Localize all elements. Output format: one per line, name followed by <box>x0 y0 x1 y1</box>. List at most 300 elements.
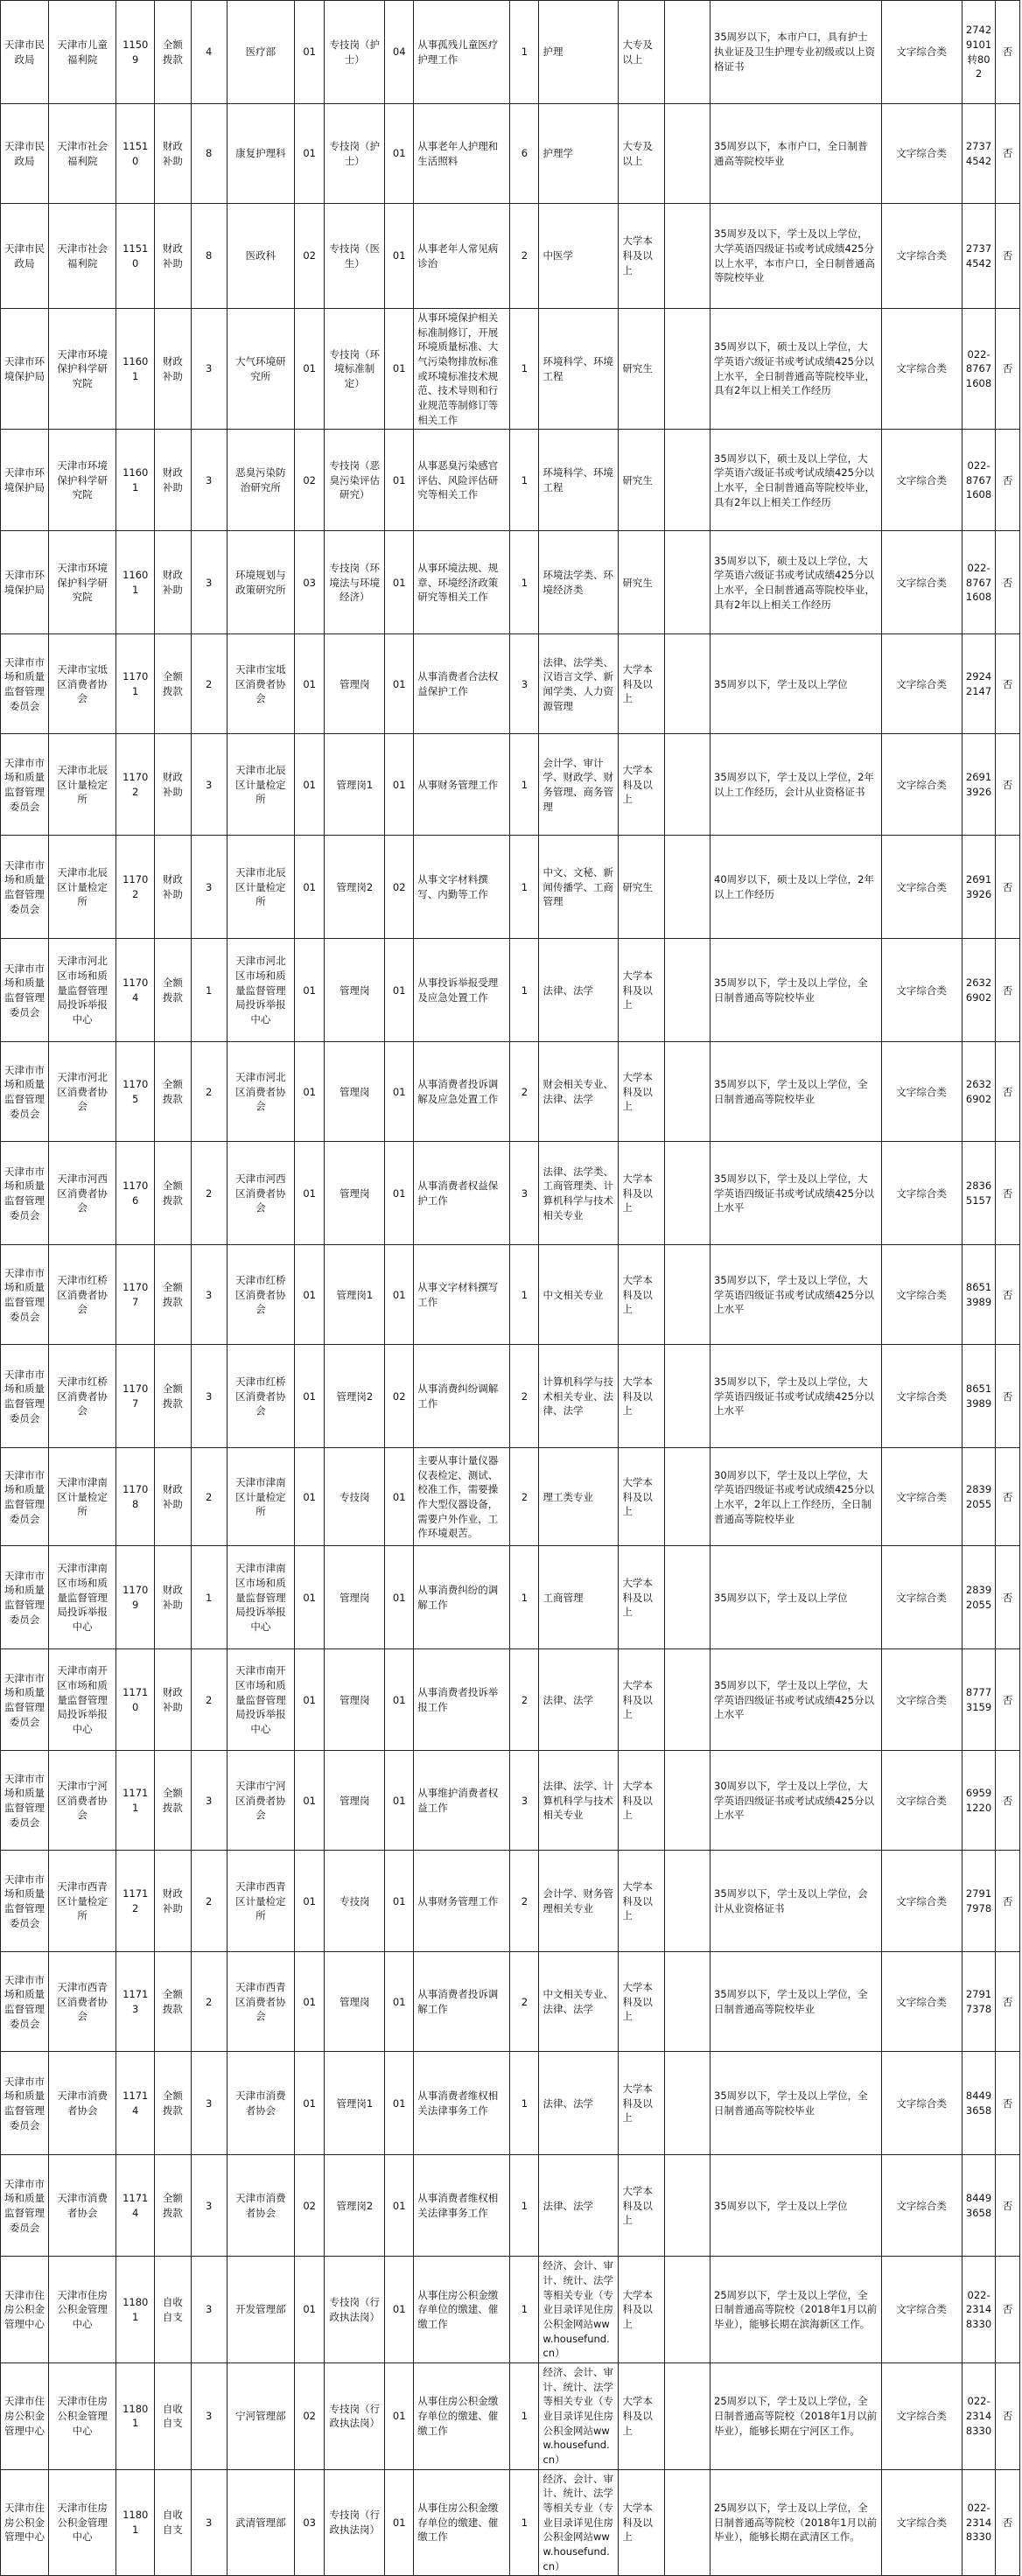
cell-job-duties: 从事文字材料撰写、内勤等工作 <box>414 836 510 939</box>
cell-unit-code: 11801 <box>116 2363 155 2470</box>
cell-exam-type: 文字综合类 <box>881 1448 962 1546</box>
cell-funding-type: 财政补助 <box>155 1546 191 1649</box>
cell-education: 研究生 <box>619 309 664 430</box>
cell-post-name: 专技岗（环境法与环境经济） <box>325 531 385 634</box>
cell-unit-headcount: 3 <box>191 1245 227 1345</box>
cell-unit-name: 天津市宁河区消费者协会 <box>49 1751 116 1851</box>
cell-unit-headcount: 3 <box>191 430 227 531</box>
cell-major: 中文、文秘、新闻传播学、工商管理 <box>539 836 619 939</box>
cell-requirements: 30周岁以下，学士及以上学位，大学英语四级证书或考试成绩425分以上水平，2年以上工作经历，全日制普通高等院校毕业 <box>710 1448 882 1546</box>
cell-post-name: 管理岗2 <box>325 1345 385 1448</box>
cell-exam-type: 文字综合类 <box>881 2469 962 2576</box>
cell-unit-code: 11707 <box>116 1345 155 1448</box>
cell-exam-type: 文字综合类 <box>881 836 962 939</box>
cell-post-name: 管理岗 <box>325 1649 385 1751</box>
cell-contact-phone: 84493658 <box>962 2052 996 2155</box>
cell-department: 天津市住房公积金管理中心 <box>1 2469 49 2576</box>
cell-education: 大学本科及以上 <box>619 2363 664 2470</box>
cell-degree <box>664 309 710 430</box>
cell-funding-type: 全额拨款 <box>155 1345 191 1448</box>
table-row <box>1 939 1020 1042</box>
cell-division: 天津市津南区市场和质量监督管理局投诉举报中心 <box>227 1546 294 1649</box>
cell-degree <box>664 1952 710 2052</box>
cell-post-name: 专技岗（护士） <box>325 1 385 104</box>
cell-unit-name: 天津市宝坻区消费者协会 <box>49 634 116 734</box>
cell-openings: 6 <box>510 104 539 204</box>
cell-major: 法律、法学类、汉语言文学、新闻学类、人力资源管理 <box>539 634 619 734</box>
cell-department: 天津市民政局 <box>1 204 49 309</box>
cell-unit-name: 天津市河北区消费者协会 <box>49 1042 116 1142</box>
cell-openings: 2 <box>510 1952 539 2052</box>
cell-post-name: 专技岗（环境标准制定） <box>325 309 385 430</box>
cell-requirements: 35周岁以下，学士及以上学位 <box>710 1546 882 1649</box>
cell-post-name: 管理岗 <box>325 1952 385 2052</box>
cell-job-duties: 从事住房公积金缴存单位的缴建、催缴工作 <box>414 2363 510 2470</box>
cell-unit-code: 11702 <box>116 836 155 939</box>
cell-unit-headcount: 3 <box>191 309 227 430</box>
cell-department: 天津市市场和质量监督管理委员会 <box>1 734 49 836</box>
cell-unit-name: 天津市住房公积金管理中心 <box>49 2257 116 2363</box>
cell-job-duties: 从事财务管理工作 <box>414 1851 510 1952</box>
cell-major: 会计学、财务管理相关专业 <box>539 1851 619 1952</box>
cell-education: 大学本科及以上 <box>619 939 664 1042</box>
table-row <box>1 1142 1020 1245</box>
cell-degree <box>664 1546 710 1649</box>
cell-major: 计算机科学与技术相关专业、法律、法学 <box>539 1345 619 1448</box>
cell-openings: 1 <box>510 2363 539 2470</box>
cell-degree <box>664 2469 710 2576</box>
cell-openings: 1 <box>510 836 539 939</box>
cell-unit-code: 11714 <box>116 2052 155 2155</box>
cell-department: 天津市环境保护局 <box>1 430 49 531</box>
cell-degree <box>664 204 710 309</box>
cell-major: 环境科学、环境工程 <box>539 309 619 430</box>
cell-department: 天津市市场和质量监督管理委员会 <box>1 1546 49 1649</box>
cell-exam-type: 文字综合类 <box>881 309 962 430</box>
cell-openings: 1 <box>510 531 539 634</box>
cell-post-code: 01 <box>294 104 324 204</box>
cell-unit-code: 11707 <box>116 1245 155 1345</box>
cell-major: 财会相关专业、法律、法学 <box>539 1042 619 1142</box>
cell-requirements: 35周岁以下，学士及以上学位 <box>710 634 882 734</box>
cell-post-number: 01 <box>385 2257 414 2363</box>
cell-requirements: 35周岁以下，学士及以上学位，大学英语四级证书或考试成绩425分以上水平 <box>710 1345 882 1448</box>
cell-requirements: 35周岁以下，本市户口，全日制普通高等院校毕业 <box>710 104 882 204</box>
cell-post-code: 01 <box>294 2257 324 2363</box>
cell-education: 研究生 <box>619 836 664 939</box>
cell-contact-phone: 26913926 <box>962 836 996 939</box>
cell-department: 天津市市场和质量监督管理委员会 <box>1 1345 49 1448</box>
cell-post-name: 管理岗 <box>325 1546 385 1649</box>
table-row <box>1 2155 1020 2257</box>
cell-contact-phone: 86513989 <box>962 1245 996 1345</box>
cell-division: 医政科 <box>227 204 294 309</box>
cell-post-number: 02 <box>385 836 414 939</box>
cell-funding-type: 自收自支 <box>155 2257 191 2363</box>
cell-post-code: 01 <box>294 1 324 104</box>
cell-job-duties: 从事消费者维权相关法律事务工作 <box>414 2052 510 2155</box>
cell-education: 大学本科及以上 <box>619 1245 664 1345</box>
cell-post-number: 04 <box>385 1 414 104</box>
cell-major: 经济、会计、审计、统计、法学等相关专业（专业目录详见住房公积金网站www.housefund.cn） <box>539 2363 619 2470</box>
cell-job-duties: 从事环境保护相关标准制修订，开展环境质量标准、大气污染物排放标准或环境标准技术规范、技术导则和行业规范等制修订等相关工作 <box>414 309 510 430</box>
cell-contact-phone: 28365157 <box>962 1142 996 1245</box>
cell-special-post: 否 <box>996 1952 1020 2052</box>
cell-division: 天津市北辰区计量检定所 <box>227 836 294 939</box>
cell-post-name: 专技岗（行政执法岗） <box>325 2469 385 2576</box>
cell-education: 大学本科及以上 <box>619 1042 664 1142</box>
cell-requirements: 35周岁以下，学士及以上学位，大学英语四级证书或考试成绩425分以上水平 <box>710 1245 882 1345</box>
cell-department: 天津市市场和质量监督管理委员会 <box>1 939 49 1042</box>
cell-contact-phone: 84493658 <box>962 2155 996 2257</box>
cell-job-duties: 从事投诉举报受理及应急处置工作 <box>414 939 510 1042</box>
cell-job-duties: 主要从事计量仪器仪表检定、测试、校准工作，需要操作大型仪器设备，需要户外作业，工作环境艰苦。 <box>414 1448 510 1546</box>
cell-unit-name: 天津市住房公积金管理中心 <box>49 2363 116 2470</box>
cell-unit-headcount: 3 <box>191 1751 227 1851</box>
cell-exam-type: 文字综合类 <box>881 2257 962 2363</box>
cell-funding-type: 全额拨款 <box>155 2155 191 2257</box>
cell-special-post: 否 <box>996 531 1020 634</box>
cell-post-number: 01 <box>385 1952 414 2052</box>
cell-post-code: 01 <box>294 2052 324 2155</box>
cell-exam-type: 文字综合类 <box>881 1952 962 2052</box>
cell-unit-name: 天津市西青区消费者协会 <box>49 1952 116 2052</box>
cell-department: 天津市住房公积金管理中心 <box>1 2363 49 2470</box>
cell-special-post: 否 <box>996 634 1020 734</box>
cell-unit-code: 11601 <box>116 531 155 634</box>
cell-department: 天津市市场和质量监督管理委员会 <box>1 1142 49 1245</box>
cell-unit-headcount: 3 <box>191 2257 227 2363</box>
cell-division: 天津市宁河区消费者协会 <box>227 1751 294 1851</box>
cell-unit-headcount: 3 <box>191 1345 227 1448</box>
cell-funding-type: 全额拨款 <box>155 1 191 104</box>
cell-special-post: 否 <box>996 2052 1020 2155</box>
table-row <box>1 634 1020 734</box>
cell-division: 开发管理部 <box>227 2257 294 2363</box>
cell-post-code: 03 <box>294 2469 324 2576</box>
cell-funding-type: 全额拨款 <box>155 1751 191 1851</box>
cell-job-duties: 从事消费者合法权益保护工作 <box>414 634 510 734</box>
cell-contact-phone: 86513989 <box>962 1345 996 1448</box>
cell-exam-type: 文字综合类 <box>881 104 962 204</box>
cell-division: 武清管理部 <box>227 2469 294 2576</box>
cell-exam-type: 文字综合类 <box>881 1345 962 1448</box>
table-row <box>1 531 1020 634</box>
cell-post-number: 01 <box>385 1649 414 1751</box>
cell-funding-type: 财政补助 <box>155 1649 191 1751</box>
cell-job-duties: 从事维护消费者权益工作 <box>414 1751 510 1851</box>
table-row <box>1 1751 1020 1851</box>
cell-job-duties: 从事消费纠纷的调解工作 <box>414 1546 510 1649</box>
cell-exam-type: 文字综合类 <box>881 1751 962 1851</box>
cell-job-duties: 从事文字材料撰写工作 <box>414 1245 510 1345</box>
cell-funding-type: 财政补助 <box>155 531 191 634</box>
cell-contact-phone: 27374542 <box>962 104 996 204</box>
cell-post-code: 01 <box>294 634 324 734</box>
cell-post-number: 02 <box>385 1345 414 1448</box>
cell-unit-name: 天津市河北区市场和质量监督管理局投诉举报中心 <box>49 939 116 1042</box>
cell-contact-phone: 28392055 <box>962 1546 996 1649</box>
cell-unit-headcount: 2 <box>191 1851 227 1952</box>
cell-division: 宁河管理部 <box>227 2363 294 2470</box>
cell-post-code: 01 <box>294 1952 324 2052</box>
cell-unit-name: 天津市环境保护科学研究院 <box>49 309 116 430</box>
cell-post-number: 01 <box>385 1042 414 1142</box>
cell-education: 大学本科及以上 <box>619 1649 664 1751</box>
cell-funding-type: 财政补助 <box>155 309 191 430</box>
cell-funding-type: 全额拨款 <box>155 939 191 1042</box>
cell-contact-phone: 022-23148330 <box>962 2363 996 2470</box>
cell-unit-name: 天津市社会福利院 <box>49 104 116 204</box>
cell-unit-code: 11702 <box>116 734 155 836</box>
cell-unit-headcount: 3 <box>191 734 227 836</box>
cell-openings: 1 <box>510 734 539 836</box>
cell-unit-name: 天津市红桥区消费者协会 <box>49 1245 116 1345</box>
table-row <box>1 836 1020 939</box>
cell-special-post: 否 <box>996 1245 1020 1345</box>
table-row <box>1 1448 1020 1546</box>
cell-job-duties: 从事消费者投诉调解工作 <box>414 1952 510 2052</box>
cell-requirements: 35周岁以下，学士及以上学位，大学英语四级证书或考试成绩425分以上水平 <box>710 1649 882 1751</box>
cell-education: 大学本科及以上 <box>619 1142 664 1245</box>
cell-exam-type: 文字综合类 <box>881 939 962 1042</box>
cell-unit-name: 天津市北辰区计量检定所 <box>49 836 116 939</box>
cell-special-post: 否 <box>996 1851 1020 1952</box>
cell-post-code: 01 <box>294 836 324 939</box>
cell-contact-phone: 87773159 <box>962 1649 996 1751</box>
cell-post-name: 管理岗 <box>325 939 385 1042</box>
cell-division: 恶臭污染防治研究所 <box>227 430 294 531</box>
cell-requirements: 30周岁以下，学士及以上学位，大学英语四级证书或考试成绩425分以上水平 <box>710 1751 882 1851</box>
cell-major: 中文相关专业、法律、法学 <box>539 1952 619 2052</box>
cell-education: 大学本科及以上 <box>619 2052 664 2155</box>
cell-education: 大学本科及以上 <box>619 1751 664 1851</box>
cell-education: 大学本科及以上 <box>619 734 664 836</box>
cell-unit-headcount: 8 <box>191 104 227 204</box>
cell-unit-headcount: 2 <box>191 1649 227 1751</box>
cell-job-duties: 从事老年人护理和生活照料 <box>414 104 510 204</box>
cell-division: 天津市津南区计量检定所 <box>227 1448 294 1546</box>
cell-post-code: 01 <box>294 734 324 836</box>
cell-requirements: 25周岁以下，学士及以上学位，全日制普通高等院校（2018年1月以前毕业），能够长期在滨海新区工作。 <box>710 2257 882 2363</box>
cell-unit-name: 天津市津南区计量检定所 <box>49 1448 116 1546</box>
cell-post-number: 01 <box>385 2469 414 2576</box>
cell-exam-type: 文字综合类 <box>881 430 962 531</box>
cell-major: 经济、会计、审计、统计、法学等相关专业（专业目录详见住房公积金网站www.housefund.cn） <box>539 2257 619 2363</box>
cell-post-number: 01 <box>385 430 414 531</box>
cell-funding-type: 财政补助 <box>155 430 191 531</box>
cell-degree <box>664 1345 710 1448</box>
cell-openings: 1 <box>510 430 539 531</box>
cell-special-post: 否 <box>996 1042 1020 1142</box>
cell-contact-phone: 022-87671608 <box>962 309 996 430</box>
cell-major: 法律、法学 <box>539 2155 619 2257</box>
cell-unit-code: 11510 <box>116 104 155 204</box>
cell-contact-phone: 28392055 <box>962 1448 996 1546</box>
cell-major: 会计学、审计学、财政学、财务管理、商务管理 <box>539 734 619 836</box>
cell-openings: 2 <box>510 204 539 309</box>
cell-unit-code: 11713 <box>116 1952 155 2052</box>
cell-requirements: 35周岁以下，硕士及以上学位，大学英语六级证书或考试成绩425分以上水平，全日制普通高等院校毕业，具有2年以上相关工作经历 <box>710 430 882 531</box>
cell-division: 天津市消费者协会 <box>227 2052 294 2155</box>
cell-job-duties: 从事消费者权益保护工作 <box>414 1142 510 1245</box>
cell-special-post: 否 <box>996 2363 1020 2470</box>
cell-degree <box>664 634 710 734</box>
cell-exam-type: 文字综合类 <box>881 734 962 836</box>
cell-funding-type: 全额拨款 <box>155 1952 191 2052</box>
cell-post-number: 01 <box>385 204 414 309</box>
cell-special-post: 否 <box>996 2257 1020 2363</box>
cell-requirements: 25周岁以下，学士及以上学位，全日制普通高等院校（2018年1月以前毕业），能够长期在宁河区工作。 <box>710 2363 882 2470</box>
cell-education: 大学本科及以上 <box>619 1952 664 2052</box>
cell-special-post: 否 <box>996 1649 1020 1751</box>
cell-funding-type: 财政补助 <box>155 836 191 939</box>
cell-department: 天津市市场和质量监督管理委员会 <box>1 1245 49 1345</box>
cell-education: 大学本科及以上 <box>619 1546 664 1649</box>
cell-openings: 1 <box>510 2469 539 2576</box>
cell-degree <box>664 1851 710 1952</box>
cell-contact-phone: 26913926 <box>962 734 996 836</box>
cell-division: 康复护理科 <box>227 104 294 204</box>
cell-post-number: 01 <box>385 104 414 204</box>
table-row <box>1 1042 1020 1142</box>
cell-funding-type: 财政补助 <box>155 104 191 204</box>
cell-education: 大专及以上 <box>619 1 664 104</box>
cell-special-post: 否 <box>996 309 1020 430</box>
table-row <box>1 430 1020 531</box>
cell-unit-headcount: 3 <box>191 2155 227 2257</box>
cell-funding-type: 自收自支 <box>155 2363 191 2470</box>
cell-post-code: 01 <box>294 1142 324 1245</box>
cell-post-code: 01 <box>294 1448 324 1546</box>
cell-unit-name: 天津市环境保护科学研究院 <box>49 531 116 634</box>
cell-unit-code: 11709 <box>116 1546 155 1649</box>
cell-openings: 1 <box>510 1245 539 1345</box>
cell-post-number: 01 <box>385 1751 414 1851</box>
cell-major: 法律、法学类、工商管理类、计算机科学与技术相关专业 <box>539 1142 619 1245</box>
cell-contact-phone: 022-87671608 <box>962 430 996 531</box>
cell-unit-code: 11714 <box>116 2155 155 2257</box>
cell-requirements: 35周岁以下，硕士及以上学位，大学英语六级证书或考试成绩425分以上水平，全日制普通高等院校毕业，具有2年以上相关工作经历 <box>710 531 882 634</box>
cell-unit-code: 11712 <box>116 1851 155 1952</box>
cell-post-name: 专技岗（恶臭污染评估研究） <box>325 430 385 531</box>
cell-openings: 2 <box>510 1851 539 1952</box>
cell-unit-headcount: 1 <box>191 939 227 1042</box>
cell-requirements: 35周岁及以下，学士及以上学位，大学英语四级证书或考试成绩425分以上水平，本市户口，全日制普通高等院校毕业 <box>710 204 882 309</box>
cell-unit-code: 11509 <box>116 1 155 104</box>
cell-unit-headcount: 8 <box>191 204 227 309</box>
cell-education: 大学本科及以上 <box>619 1345 664 1448</box>
cell-post-code: 01 <box>294 939 324 1042</box>
cell-special-post: 否 <box>996 204 1020 309</box>
cell-major: 环境法学类、环境经济类 <box>539 531 619 634</box>
cell-post-name: 管理岗1 <box>325 2052 385 2155</box>
cell-post-number: 01 <box>385 2052 414 2155</box>
cell-exam-type: 文字综合类 <box>881 634 962 734</box>
cell-job-duties: 从事消费者维权相关法律事务工作 <box>414 2155 510 2257</box>
cell-department: 天津市市场和质量监督管理委员会 <box>1 1448 49 1546</box>
cell-funding-type: 全额拨款 <box>155 2052 191 2155</box>
cell-special-post: 否 <box>996 1142 1020 1245</box>
cell-funding-type: 财政补助 <box>155 1448 191 1546</box>
cell-degree <box>664 1142 710 1245</box>
cell-post-code: 01 <box>294 1649 324 1751</box>
cell-contact-phone: 27429101转802 <box>962 1 996 104</box>
cell-exam-type: 文字综合类 <box>881 1 962 104</box>
cell-funding-type: 财政补助 <box>155 204 191 309</box>
cell-requirements: 40周岁以下，硕士及以上学位，2年以上工作经历 <box>710 836 882 939</box>
cell-requirements: 35周岁以下，学士及以上学位，2年以上工作经历，会计从业资格证书 <box>710 734 882 836</box>
cell-special-post: 否 <box>996 1 1020 104</box>
cell-unit-name: 天津市红桥区消费者协会 <box>49 1345 116 1448</box>
cell-unit-headcount: 4 <box>191 1 227 104</box>
table-row <box>1 309 1020 430</box>
cell-funding-type: 全额拨款 <box>155 634 191 734</box>
cell-department: 天津市民政局 <box>1 104 49 204</box>
cell-unit-headcount: 3 <box>191 836 227 939</box>
cell-openings: 3 <box>510 634 539 734</box>
cell-degree <box>664 734 710 836</box>
cell-post-name: 管理岗 <box>325 1042 385 1142</box>
cell-post-name: 管理岗 <box>325 634 385 734</box>
cell-post-name: 专技岗（行政执法岗） <box>325 2363 385 2470</box>
cell-degree <box>664 2257 710 2363</box>
cell-unit-name: 天津市河西区消费者协会 <box>49 1142 116 1245</box>
cell-post-number: 01 <box>385 2363 414 2470</box>
cell-exam-type: 文字综合类 <box>881 2052 962 2155</box>
cell-unit-headcount: 1 <box>191 1546 227 1649</box>
cell-major: 工商管理 <box>539 1546 619 1649</box>
cell-openings: 3 <box>510 1142 539 1245</box>
cell-special-post: 否 <box>996 2155 1020 2257</box>
cell-job-duties: 从事住房公积金缴存单位的缴建、催缴工作 <box>414 2257 510 2363</box>
cell-department: 天津市民政局 <box>1 1 49 104</box>
cell-unit-name: 天津市住房公积金管理中心 <box>49 2469 116 2576</box>
cell-openings: 2 <box>510 1649 539 1751</box>
cell-job-duties: 从事住房公积金缴存单位的缴建、催缴工作 <box>414 2469 510 2576</box>
cell-funding-type: 全额拨款 <box>155 1142 191 1245</box>
cell-contact-phone: 27374542 <box>962 204 996 309</box>
cell-post-name: 专技岗（行政执法岗） <box>325 2257 385 2363</box>
cell-department: 天津市市场和质量监督管理委员会 <box>1 1751 49 1851</box>
cell-unit-headcount: 3 <box>191 2052 227 2155</box>
cell-contact-phone: 26326902 <box>962 939 996 1042</box>
cell-unit-headcount: 2 <box>191 1142 227 1245</box>
cell-education: 大学本科及以上 <box>619 1851 664 1952</box>
cell-post-code: 02 <box>294 2363 324 2470</box>
cell-unit-headcount: 2 <box>191 1952 227 2052</box>
cell-education: 大专及以上 <box>619 104 664 204</box>
table-row <box>1 1851 1020 1952</box>
cell-unit-name: 天津市津南区市场和质量监督管理局投诉举报中心 <box>49 1546 116 1649</box>
cell-funding-type: 财政补助 <box>155 1851 191 1952</box>
cell-openings: 3 <box>510 1751 539 1851</box>
cell-major: 护理学 <box>539 104 619 204</box>
cell-unit-code: 11510 <box>116 204 155 309</box>
cell-division: 医疗部 <box>227 1 294 104</box>
cell-funding-type: 财政补助 <box>155 734 191 836</box>
cell-exam-type: 文字综合类 <box>881 531 962 634</box>
cell-degree <box>664 531 710 634</box>
cell-special-post: 否 <box>996 1751 1020 1851</box>
cell-unit-code: 11706 <box>116 1142 155 1245</box>
cell-division: 大气环境研究所 <box>227 309 294 430</box>
cell-post-number: 01 <box>385 2155 414 2257</box>
cell-post-code: 01 <box>294 309 324 430</box>
cell-job-duties: 从事恶臭污染感官评估、风险评估研究等相关工作 <box>414 430 510 531</box>
cell-department: 天津市环境保护局 <box>1 309 49 430</box>
cell-department: 天津市市场和质量监督管理委员会 <box>1 1851 49 1952</box>
